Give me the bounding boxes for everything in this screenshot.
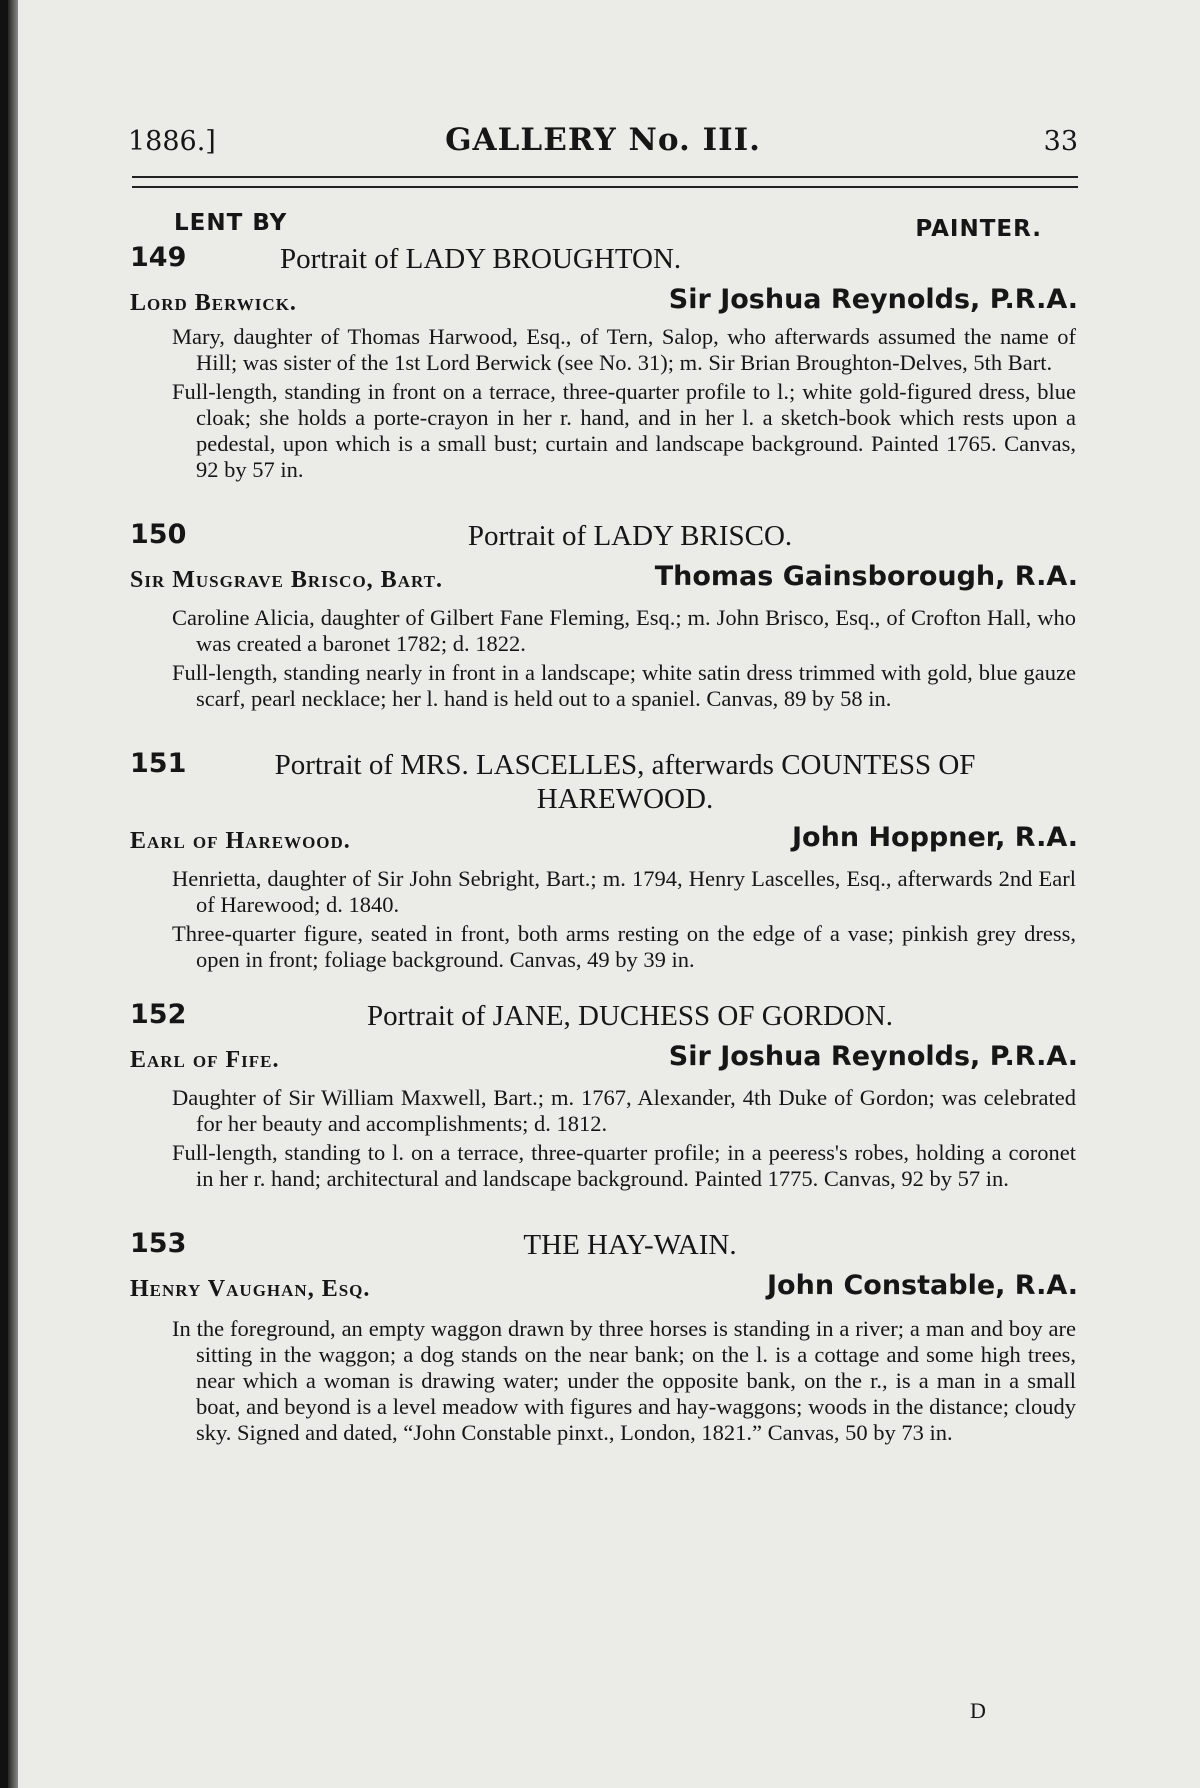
entry-title-row [130,515,1080,555]
entry-description: Full-length, standing nearly in front in a landscape; white satin dress trimmed with gold, blue gauze scarf, pearl necklace; her l. hand is held out to a spaniel. Canvas, 89 by 58 in. [172,660,1076,711]
entry-painter: John Hoppner, R.A. [792,822,1078,853]
catalogue-page [8,0,1200,1788]
entry-attribution [130,820,1080,860]
entry-title: Portrait of MRS. LASCELLES, afterwards COUNTESS OF HAREWOOD. [274,749,976,815]
header-title: GALLERY No. III. [445,122,761,158]
entry-number: 149 [130,242,187,273]
entry-painter: Sir Joshua Reynolds, P.R.A. [668,284,1078,315]
entry-attribution [130,282,1080,322]
entry-title-row [130,1224,1080,1264]
catalogue-entry [130,995,1080,1192]
header-rule [132,176,1078,178]
catalogue-entry [130,1224,1080,1446]
entry-title: Portrait of LADY BROUGHTON. [280,243,682,275]
header-year: 1886.] [128,126,216,157]
signature-mark: D [970,1698,986,1723]
entry-attribution [130,1039,1080,1079]
entry-description: Caroline Alicia, daughter of Gilbert Fane Fleming, Esq.; m. John Brisco, Esq., of Crofton Hall, who was created a baronet 1782; d. 1822. [172,605,1076,656]
catalogue-entry [130,238,1080,483]
entry-painter: Sir Joshua Reynolds, P.R.A. [668,1041,1078,1072]
catalogue-entry [130,515,1080,712]
header-rule-double [132,186,1078,188]
entry-lender: Lord Berwick. [130,290,297,316]
entry-title: THE HAY-WAIN. [523,1229,737,1261]
entry-attribution [130,1268,1080,1308]
entries-list [130,238,1080,1446]
entry-description: Full-length, standing to l. on a terrace, three-quarter profile; in a peeress's robes, holding a coronet in her r. hand; architectural and landscape background. Painted 1775. Canvas, 92 by 57 in. [172,1140,1076,1191]
entry-number: 153 [130,1228,187,1259]
entry-description: In the foreground, an empty waggon drawn by three horses is standing in a river; a man and boy are sitting in the waggon; a dog stands on the near bank; on the l. is a cottage and some high trees, near which a woman is drawing water; under the opposite bank, on the r., is a man in a small boat, and beyond is a level meadow with figures and hay-waggons; woods in the distance; cloudy sky. Signed and dated, “John Constable pinxt., London, 1821.” Canvas, 50 by 73 in. [172,1316,1076,1445]
entry-description: Full-length, standing in front on a terrace, three-quarter profile to l.; white gold-figured dress, blue cloak; she holds a porte-crayon in her r. hand, and in her l. a sketch-book which rests upon a pedestal, upon which is a small bust; curtain and landscape background. Painted 1765. Canvas, 92 by 57 in. [172,379,1076,482]
entry-painter: John Constable, R.A. [767,1270,1078,1301]
entry-painter: Thomas Gainsborough, R.A. [654,561,1078,592]
entry-lender: Henry Vaughan, Esq. [130,1276,371,1302]
entry-number: 152 [130,999,187,1030]
entry-title-row [130,995,1080,1035]
column-heading-lent-by: LENT BY [174,210,288,236]
entry-attribution [130,559,1080,599]
entry-title: Portrait of JANE, DUCHESS OF GORDON. [366,1000,894,1032]
entry-title-row [130,744,1080,816]
column-heading-painter: PAINTER. [915,216,1042,242]
entry-title: Portrait of LADY BRISCO. [467,520,793,552]
entry-description: Mary, daughter of Thomas Harwood, Esq., of Tern, Salop, who afterwards assumed the name of Hill; was sister of the 1st Lord Berwick (see No. 31); m. Sir Brian Broughton-Delves, 5th Bart. [172,324,1076,375]
entry-description: Daughter of Sir William Maxwell, Bart.; m. 1767, Alexander, 4th Duke of Gordon; was celebrated for her beauty and accomplishments; d. 1812. [172,1085,1076,1136]
entry-number: 150 [130,519,187,550]
entry-description: Henrietta, daughter of Sir John Sebright, Bart.; m. 1794, Henry Lascelles, Esq., afterwards 2nd Earl of Harewood; d. 1840. [172,866,1076,917]
entry-description: Three-quarter figure, seated in front, both arms resting on the edge of a vase; pinkish grey dress, open in front; foliage background. Canvas, 49 by 39 in. [172,921,1076,972]
catalogue-entry [130,744,1080,973]
book-spine-shadow [8,0,18,1788]
running-header [128,118,1078,168]
entry-lender: Earl of Harewood. [130,828,351,854]
entry-lender: Earl of Fife. [130,1047,280,1073]
entry-title-row [130,238,1080,278]
entry-number: 151 [130,748,187,779]
page-number: 33 [1043,126,1078,157]
entry-lender: Sir Musgrave Brisco, Bart. [130,567,443,593]
